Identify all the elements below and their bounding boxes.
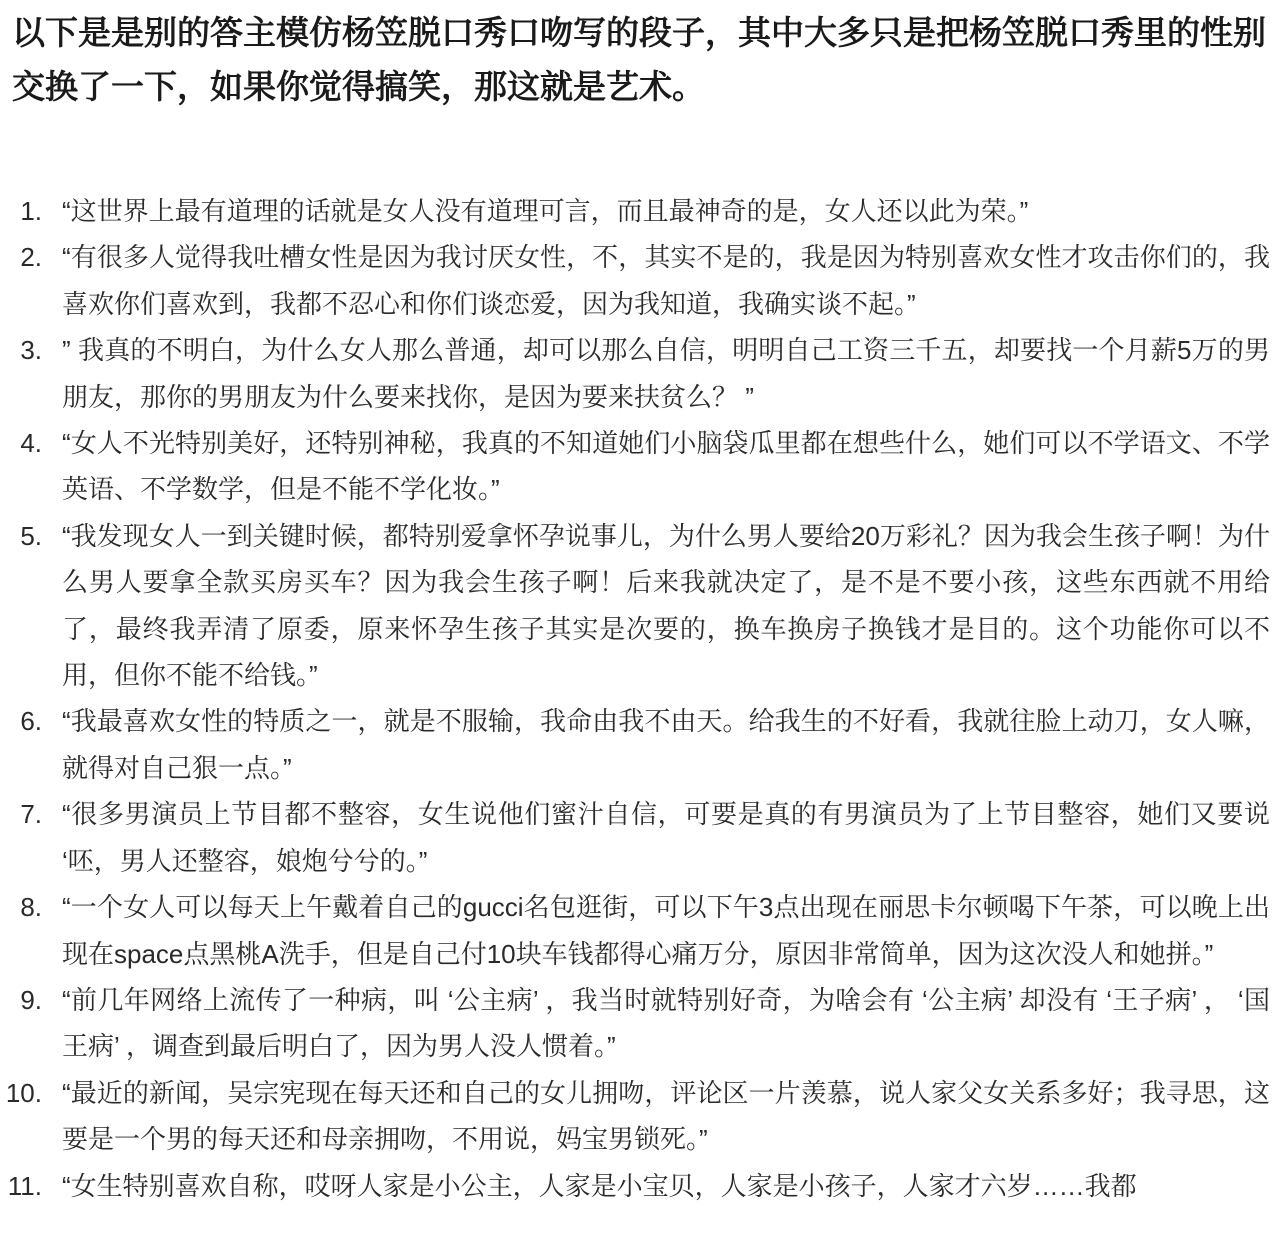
item-number: 6. [20,706,42,737]
item-text: “这世界上最有道理的话就是女人没有道理可言，而且最神奇的是，女人还以此为荣。” [62,196,1029,226]
item-number: 8. [20,892,42,923]
list-item [0,1070,1270,1163]
item-text: “有很多人觉得我吐槽女性是因为我讨厌女性，不，其实不是的，我是因为特别喜欢女性才攻击你们的，我喜欢你们喜欢到，我都不忍心和你们谈恋爱，因为我知道，我确实谈不起。” [62,242,1270,319]
item-text: “女生特别喜欢自称，哎呀人家是小公主，人家是小宝贝，人家是小孩子，人家才六岁……我都 [62,1170,1137,1201]
item-number: 9. [20,984,42,1015]
item-text: “我最喜欢女性的特质之一，就是不服输，我命由我不由天。给我生的不好看，我就往脸上动刀，女人嘛，就得对自己狠一点。” [62,706,1270,783]
item-text: “很多男演员上节目都不整容，女生说他们蜜汁自信，可要是真的有男演员为了上节目整容，她们又要说 ‘呸，男人还整容，娘炮兮兮的。” [62,799,1270,876]
item-text: “最近的新闻，吴宗宪现在每天还和自己的女儿拥吻，评论区一片羡慕，说人家父女关系多好；我寻思，这要是一个男的每天还和母亲拥吻，不用说，妈宝男锁死。” [62,1077,1270,1155]
list-item [0,698,1270,791]
item-number: 11. [7,1170,42,1201]
list-item [0,327,1270,420]
item-text: “女人不光特别美好，还特别神秘，我真的不知道她们小脑袋瓜里都在想些什么，她们可以不学语文、不学英语、不学数学，但是不能不学化妆。” [62,428,1270,505]
item-text: ” 我真的不明白，为什么女人那么普通，却可以那么自信，明明自己工资三千五，却要找一个月薪5万的男朋友，那你的男朋友为什么要来找你，是因为要来扶贫么？ ” [62,335,1270,412]
item-text: “一个女人可以每天上午戴着自己的gucci名包逛街，可以下午3点出现在丽思卡尔顿喝下午茶，可以晚上出现在space点黑桃A洗手，但是自己付10块车钱都得心痛万分，原因非常简单，因为这次没人和她拼。” [62,892,1270,969]
item-text: “前几年网络上流传了一种病，叫 ‘公主病’ ，我当时就特别好奇，为啥会有 ‘公主病’ 却没有 ‘王子病’ ， ‘国王病’ ，调查到最后明白了，因为男人没人惯着。” [62,984,1270,1062]
item-number: 3. [20,335,42,366]
list-item [0,884,1270,977]
list-item [0,234,1270,327]
list-item [0,513,1270,699]
list-item [0,1163,1270,1209]
item-text: “我发现女人一到关键时候，都特别爱拿怀孕说事儿，为什么男人要给20万彩礼？因为我会生孩子啊！为什么男人要拿全款买房买车？因为我会生孩子啊！后来我就决定了，是不是不要小孩，这些东西就不用给了，最终我弄清了原委，原来怀孕生孩子其实是次要的，换车换房子换钱才是目的。这个功能你可以不用，但你不能不给钱。” [62,520,1270,691]
item-number: 10. [5,1077,42,1108]
item-number: 5. [20,520,42,551]
list-item [0,420,1270,513]
intro-heading: 以下是是别的答主模仿杨笠脱口秀口吻写的段子，其中大多只是把杨笠脱口秀里的性别交换了一下，如果你觉得搞笑，那这就是艺术。 [12,13,1266,106]
list-item [0,977,1270,1070]
item-number: 2. [20,242,42,273]
list-item [0,188,1270,234]
item-number: 1. [20,196,42,226]
list-item [0,791,1270,884]
item-number: 4. [20,428,42,459]
joke-list [0,188,1270,1209]
item-number: 7. [20,799,42,830]
